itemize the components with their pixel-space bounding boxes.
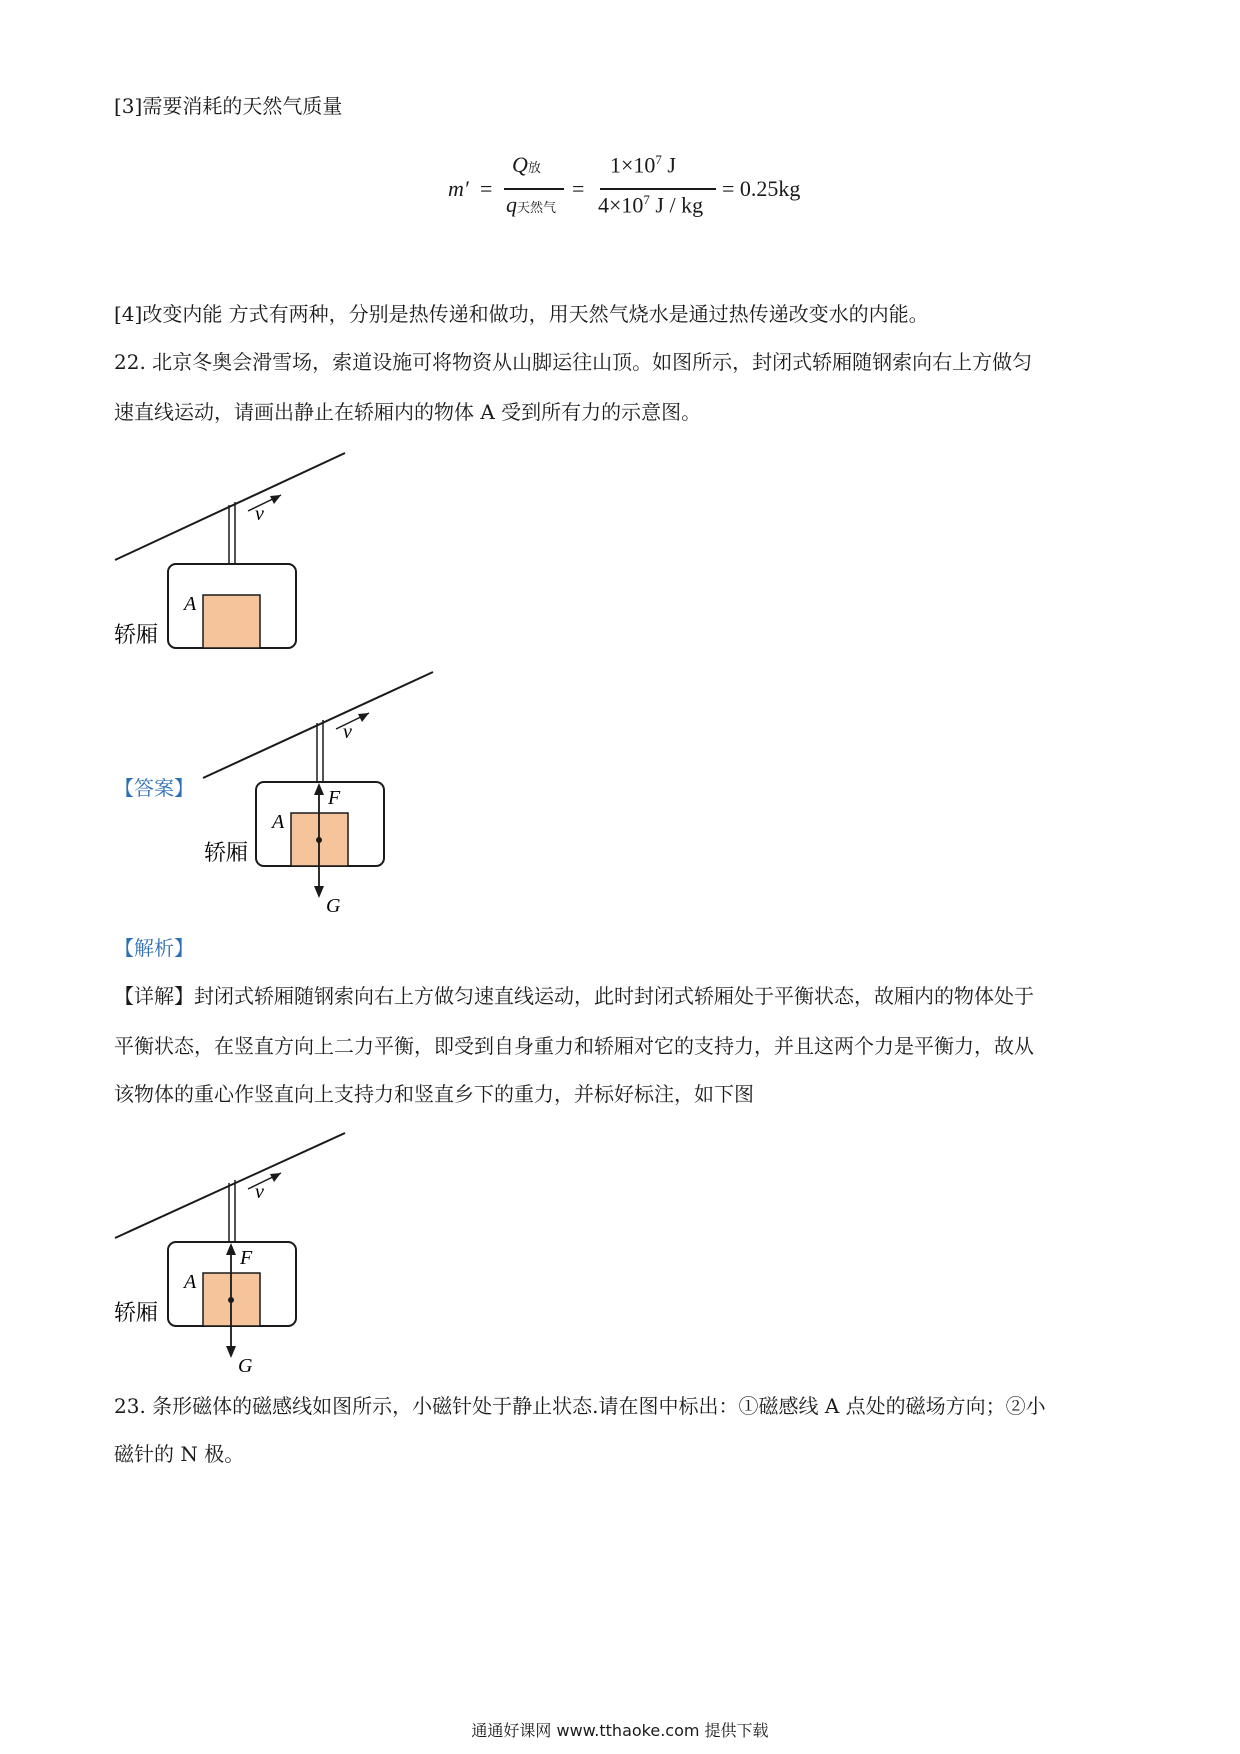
formula-den-2: $4\times 10^7$ J / kg <box>598 192 704 218</box>
answer-figure <box>200 670 450 920</box>
cabin-label: 轿厢 <box>114 1301 159 1326</box>
formula-eq-2: = <box>572 176 585 201</box>
q23-line2: 磁针的 N 极。 <box>114 1442 245 1466</box>
cable-line <box>203 672 433 778</box>
detail-line3: 该物体的重心作竖直向上支持力和竖直乡下的重力，并标好标注，如下图 <box>114 1082 754 1106</box>
formula-den-q: q天然气 <box>506 192 557 217</box>
mass-formula <box>440 152 840 238</box>
velocity-label: v <box>255 503 264 525</box>
velocity-label: v <box>343 721 352 743</box>
detail-line1 <box>114 982 1034 1010</box>
object-a-label: A <box>184 1271 197 1293</box>
question-figure <box>110 448 360 658</box>
center-of-gravity-dot <box>316 837 322 843</box>
fraction-bar-2 <box>600 188 716 190</box>
q23-line1: 23. 条形磁体的磁感线如图所示，小磁针处于静止状态.请在图中标出：①磁感线 A 点处的磁场方向；②小 <box>114 1394 1046 1418</box>
gravity-arrowhead <box>314 886 324 898</box>
detail-line2: 平衡状态，在竖直方向上二力平衡，即受到自身重力和轿厢对它的支持力，并且这两个力是平衡力，故从 <box>114 1034 1034 1058</box>
velocity-label: v <box>255 1181 264 1203</box>
support-force-arrowhead <box>226 1243 236 1255</box>
object-a-label: A <box>184 593 197 615</box>
step3-text: [3]需要消耗的天然气质量 <box>114 94 343 118</box>
detail-text-1: 封闭式轿厢随钢索向右上方做匀速直线运动，此时封闭式轿厢处于平衡状态，故厢内的物体处于 <box>194 984 1034 1008</box>
formula-num-q: Q放 <box>512 152 541 177</box>
cabin-label: 轿厢 <box>204 841 249 866</box>
page-footer: 通通好课网 www.tthaoke.com 提供下载 <box>471 1721 769 1740</box>
gravity-label: G <box>238 1355 253 1377</box>
object-a-block <box>203 595 260 648</box>
cable-line <box>115 453 345 560</box>
formula-result: = 0.25kg <box>722 176 801 201</box>
formula-lhs: m′ <box>448 176 469 201</box>
fraction-bar-1 <box>504 188 564 190</box>
support-force-label: F <box>328 787 341 809</box>
cabin-label: 轿厢 <box>114 623 159 648</box>
gravity-arrowhead <box>226 1346 236 1358</box>
formula-eq-1: = <box>480 176 493 201</box>
cable-line <box>115 1133 345 1238</box>
step4-text: [4]改变内能 方式有两种，分别是热传递和做功，用天然气烧水是通过热传递改变水的内能。 <box>114 302 929 326</box>
answer-tag: 【答案】 <box>114 776 194 800</box>
analysis-tag: 【解析】 <box>114 936 194 960</box>
q22-line1: 22. 北京冬奥会滑雪场，索道设施可将物资从山脚运往山顶。如图所示，封闭式轿厢随钢索向右上方做匀 <box>114 350 1033 374</box>
q22-line2: 速直线运动，请画出静止在轿厢内的物体 A 受到所有力的示意图。 <box>114 400 702 424</box>
center-of-gravity-dot <box>228 1297 234 1303</box>
gravity-label: G <box>326 895 341 917</box>
explanation-figure <box>110 1128 360 1378</box>
formula-num-2: $1\times 10^7$ J <box>610 152 676 178</box>
object-a-label: A <box>272 811 285 833</box>
support-force-arrowhead <box>314 783 324 795</box>
support-force-label: F <box>240 1247 253 1269</box>
detail-tag: 【详解】 <box>114 984 194 1008</box>
